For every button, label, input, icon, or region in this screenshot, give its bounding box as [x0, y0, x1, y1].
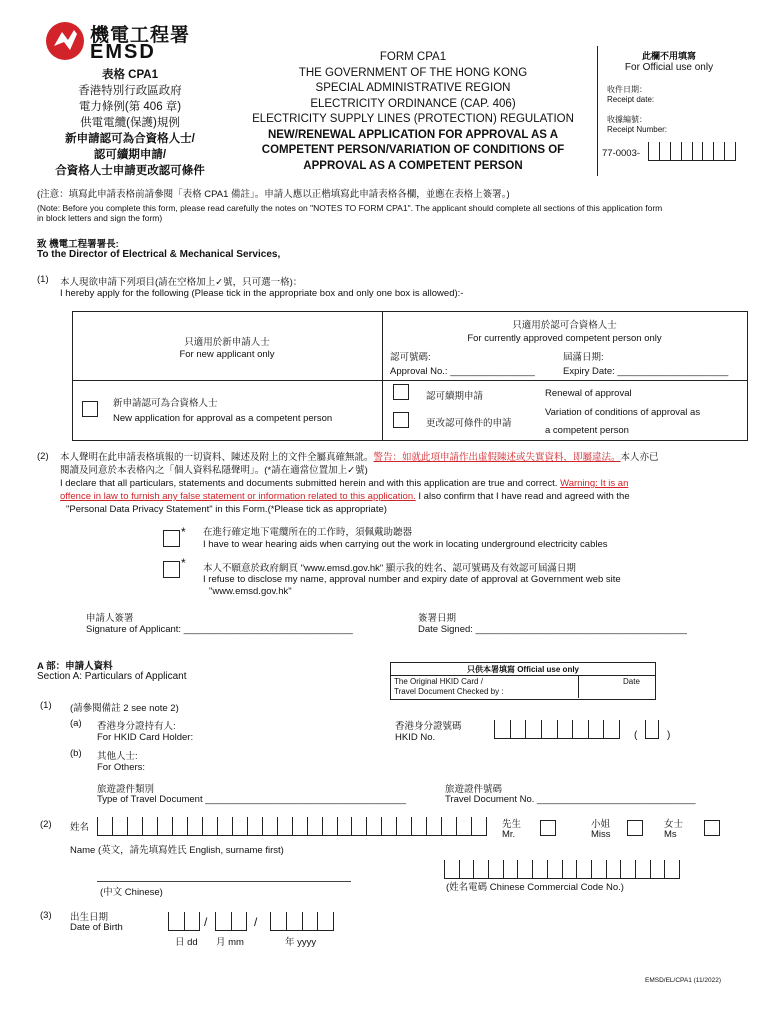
renewal-checkbox[interactable] [393, 384, 409, 400]
renewal-en: Renewal of approval [545, 388, 632, 399]
warning-en-2: offence in law to furnish any false statement or information related to this application. [60, 491, 416, 502]
expiry-date-cn: 屆滿日期: [563, 352, 604, 363]
item1-text: (請參閱備註 2 see note 2) [70, 703, 179, 714]
signature-label-cn: 申請人簽署 [86, 613, 134, 624]
title-en-line: FORM CPA1 [379, 51, 447, 63]
declaration-en-2b: I also confirm that I have read and agreed with the [418, 491, 630, 502]
official-use-a-title: 只供本署填寫 Official use only [466, 665, 579, 674]
table-divider [578, 675, 579, 698]
hkid-holder-cn: 香港身分證持有人: [97, 721, 176, 732]
date-signed-field[interactable]: Date Signed: ________________________________________ [418, 624, 687, 635]
new-applicant-header-en: For new applicant only [179, 349, 275, 360]
dob-separator: / [254, 915, 258, 929]
q1-text-cn: 本人現欲申請下列項目(請在空格加上✓號，只可選一格)： [60, 277, 303, 288]
variation-checkbox[interactable] [393, 412, 409, 428]
warning-cn: 警告：如就此項申請作出虛假陳述或失實資料，即屬違法。 [373, 452, 621, 463]
title-en-line: APPROVAL AS A COMPETENT PERSON [303, 159, 523, 172]
title-en-line: ELECTRICITY ORDINANCE (CAP. 406) [310, 97, 516, 110]
declaration-cn-2: 閱讀及同意於本表格內之「個人資料私隱聲明」。(*請在適當位置加上✓號) [60, 465, 368, 476]
variation-en-1: Variation of conditions of approval as [545, 407, 701, 418]
mr-en: Mr. [502, 829, 516, 840]
title-cn-line: 電力條例(第 406 章) [78, 101, 182, 113]
english-name-boxes[interactable] [97, 817, 487, 836]
variation-en-2: a competent person [545, 425, 629, 436]
others-en: For Others: [97, 762, 146, 773]
mr-checkbox[interactable] [540, 820, 556, 836]
section-a-title-cn: A 部：申請人資料 [37, 661, 113, 672]
note-en-2: in block letters and sign the form) [37, 213, 163, 223]
section-a-title-en: Section A: Particulars of Applicant [37, 671, 187, 682]
q1-number: (1) [37, 274, 49, 285]
item-a-label: (a) [70, 718, 82, 729]
title-cn-line: 表格 CPA1 [101, 69, 159, 81]
title-en-line: THE GOVERNMENT OF THE HONG KONG [298, 66, 528, 79]
approval-no-field[interactable]: Approval No.: ________________ [390, 366, 535, 377]
travel-doc-type-field[interactable]: Type of Travel Document ______________________________________ [97, 794, 407, 805]
miss-cn: 小姐 [591, 819, 611, 830]
dob-cn: 出生日期 [70, 912, 109, 923]
refuse-disclose-checkbox[interactable] [163, 561, 180, 578]
chinese-name-line[interactable] [97, 881, 351, 882]
emsd-logo-icon [44, 20, 86, 62]
new-application-cn: 新申請認可為合資格人士 [113, 398, 218, 409]
logo-english-name: EMSD [90, 41, 156, 63]
form-title-chinese [30, 67, 230, 179]
official-use-en: For Official use only [624, 62, 714, 73]
form-code-footer: EMSD/EL/CPA1 (11/2022) [645, 977, 721, 984]
receipt-date-cn: 收件日期： [607, 85, 647, 94]
official-use-a-date: Date [623, 677, 640, 686]
receipt-number-cn: 收據編號： [607, 115, 647, 124]
ms-checkbox[interactable] [704, 820, 720, 836]
dob-month-boxes[interactable] [215, 912, 247, 931]
hkid-paren-open: ( [634, 730, 638, 741]
travel-doc-no-field[interactable]: Travel Document No. ______________________________ [445, 794, 696, 805]
chinese-name-label: (中文 Chinese) [100, 887, 163, 898]
warning-en-1: Warning: It is an [560, 478, 629, 489]
item3-number: (3) [40, 910, 52, 921]
dob-day-boxes[interactable] [168, 912, 200, 931]
title-cn-line: 香港特別行政區政府 [78, 85, 182, 97]
hkid-paren-close: ) [667, 730, 671, 741]
title-en-line: COMPETENT PERSON/VARIATION OF CONDITIONS OF [261, 144, 565, 156]
commercial-code-label: (姓名電碼 Chinese Commercial Code No.) [446, 882, 624, 893]
travel-doc-type-cn: 旅遊證件類別 [97, 784, 155, 795]
ms-en: Ms [664, 829, 677, 840]
table-divider [390, 675, 655, 676]
date-signed-label-cn: 簽署日期 [418, 613, 457, 624]
item2-number: (2) [40, 819, 52, 830]
receipt-number-digits[interactable] [648, 142, 736, 161]
title-cn-line: 新申請認可為合資格人士/ [65, 133, 195, 145]
hkid-no-en: HKID No. [395, 732, 436, 743]
refuse-disclose-cn: 本人不願意於政府網頁 "www.emsd.gov.hk" 顯示我的姓名、認可號碼及有效認可屆滿日期 [203, 563, 576, 574]
refuse-disclose-en-1: I refuse to disclose my name, approval number and expiry date of approval at Government web site [203, 574, 621, 585]
approval-no-cn: 認可號碼: [390, 352, 431, 363]
current-person-header-en: For currently approved competent person only [467, 333, 662, 344]
dob-year-label: 年 yyyy [285, 937, 317, 948]
dob-month-label: 月 mm [216, 937, 244, 948]
form-title-english [232, 50, 594, 174]
q2-number: (2) [37, 451, 49, 462]
receipt-date-en: Receipt date: [607, 95, 655, 104]
refuse-disclose-en-2: "www.emsd.gov.hk" [209, 586, 292, 597]
title-en-line: ELECTRICITY SUPPLY LINES (PROTECTION) REGULATION [252, 113, 574, 125]
declaration-en-3: "Personal Data Privacy Statement" in this Form.(*Please tick as appropriate) [66, 504, 387, 515]
item1-number: (1) [40, 700, 52, 711]
logo-chinese-name: 機電工程署 [90, 25, 191, 46]
miss-en: Miss [591, 829, 611, 840]
official-use-cn: 此欄不用填寫 [641, 51, 696, 61]
miss-checkbox[interactable] [627, 820, 643, 836]
hkid-number-digits[interactable] [494, 720, 620, 739]
variation-cn: 更改認可條件的申請 [426, 418, 512, 429]
signature-field[interactable]: Signature of Applicant: ________________________________ [86, 624, 353, 635]
addressee-en: To the Director of Electrical & Mechanical Services, [37, 249, 281, 260]
dob-separator: / [204, 915, 208, 929]
current-person-header-cn: 只適用於認可合資格人士 [512, 320, 617, 331]
hkid-holder-en: For HKID Card Holder: [97, 732, 194, 743]
note-cn: (注意：填寫此申請表格前請參閱「表格 CPA1 備註」。申請人應以正楷填寫此申請表格各欄，並應在表格上簽署。) [37, 189, 510, 200]
mr-cn: 先生 [502, 819, 522, 830]
hkid-check-digit[interactable] [645, 720, 659, 739]
expiry-date-field[interactable]: Expiry Date: _____________________ [563, 366, 729, 377]
hearing-aid-checkbox[interactable] [163, 530, 180, 547]
others-cn: 其他人士: [97, 751, 138, 762]
official-use-a-line-2: Travel Document Checked by : [394, 687, 504, 696]
hearing-aid-cn: 在進行確定地下電纜所在的工作時，須佩戴助聽器 [203, 527, 413, 538]
hearing-aid-star: * [181, 525, 186, 539]
dob-day-label: 日 dd [175, 937, 198, 948]
instructions-note [37, 186, 747, 223]
renewal-cn: 認可續期申請 [426, 391, 484, 402]
receipt-prefix: 77-0003- [602, 148, 641, 159]
new-applicant-header-cn: 只適用於新申請人士 [184, 337, 270, 348]
emsd-logo [44, 20, 194, 64]
note-en-1: (Note: Before you complete this form, please read carefully the notes on "NOTES TO FORM CPA1". The applicant should complete all sections of this application form [37, 203, 663, 213]
declaration-en-1a: I declare that all particulars, statements and documents submitted herein and with this application are true and correct. [60, 478, 558, 489]
q1-text-en: I hereby apply for the following (Please tick in the appropriate box and only one box is allowed):- [60, 288, 464, 299]
receipt-number-en: Receipt Number: [607, 125, 668, 134]
official-use-a-line-1: The Original HKID Card / [394, 677, 483, 686]
title-cn-line: 合資格人士申請更改認可條件 [55, 165, 205, 177]
addressee-cn: 致 機電工程署署長: [37, 239, 119, 250]
q2-declaration [60, 451, 750, 516]
declaration-cn-1b: 本人亦已 [620, 452, 659, 463]
title-en-line: NEW/RENEWAL APPLICATION FOR APPROVAL AS A [267, 128, 559, 141]
commercial-code-boxes[interactable] [444, 860, 680, 879]
title-cn-line: 供電電纜(保護)規例 [80, 117, 180, 129]
new-application-checkbox[interactable] [82, 401, 98, 417]
travel-doc-no-cn: 旅遊證件號碼 [445, 784, 503, 795]
hkid-no-cn: 香港身分證號碼 [395, 721, 462, 732]
refuse-disclose-star: * [181, 556, 186, 570]
title-cn-line: 認可續期申請/ [93, 149, 167, 161]
official-use-box [597, 46, 740, 176]
item-b-label: (b) [70, 748, 82, 759]
dob-year-boxes[interactable] [270, 912, 334, 931]
table-divider [72, 380, 747, 381]
dob-en: Date of Birth [70, 922, 123, 933]
name-note: Name (英文，請先填寫姓氏 English, surname first) [70, 845, 284, 856]
hearing-aid-en: I have to wear hearing aids when carrying out the work in locating underground electricity cables [203, 539, 608, 550]
name-label-cn: 姓名 [70, 822, 90, 833]
title-en-line: SPECIAL ADMINISTRATIVE REGION [315, 82, 511, 94]
ms-cn: 女士 [664, 819, 684, 830]
new-application-en: New application for approval as a competent person [113, 413, 333, 424]
declaration-cn-1a: 本人聲明在此申請表格填報的一切資料、陳述及附上的文件全屬真確無訛。 [60, 452, 374, 463]
